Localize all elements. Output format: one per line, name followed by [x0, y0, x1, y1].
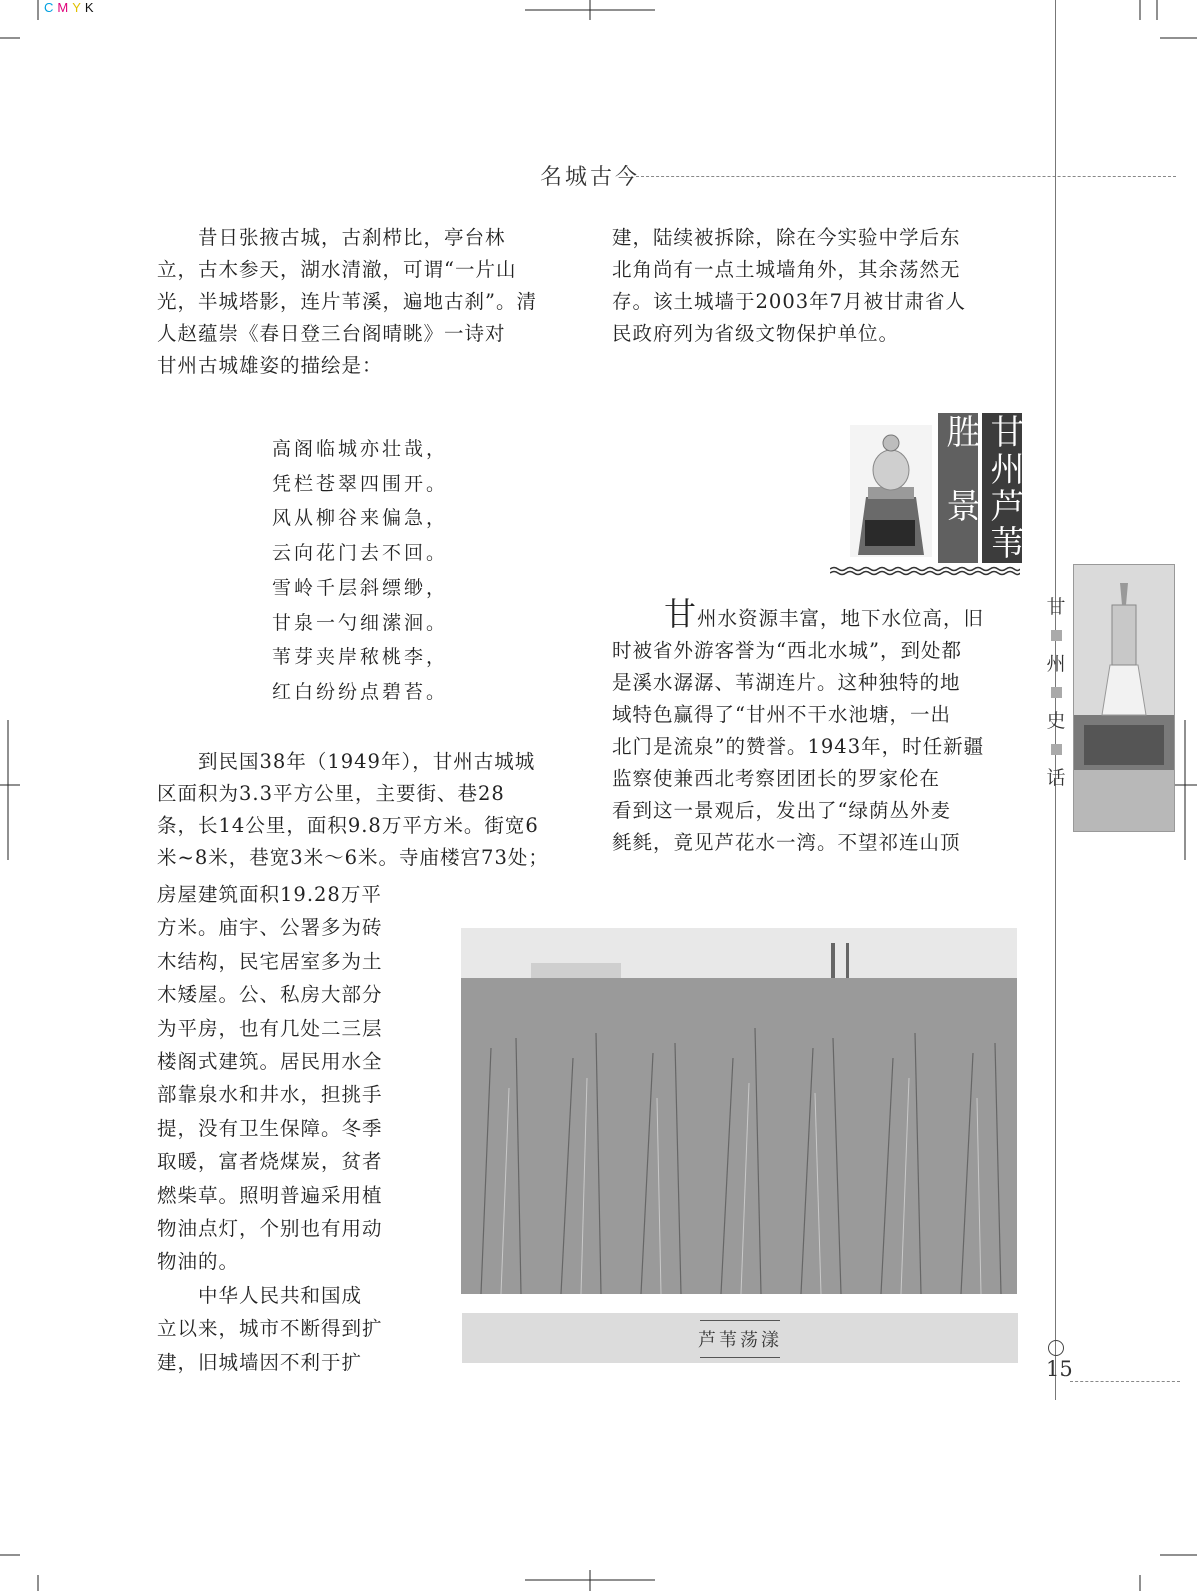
section-badge [938, 413, 1022, 563]
col2-paragraph-1: 建，陆续被拆除，除在今实验中学后东 北角尚有一点土城墙角外，其余荡然无 存。该土城墙于2003年7月被甘肃省人 民政府列为省级文物保护单位。 [612, 226, 967, 345]
cmyk-print-marks: C M Y K [44, 0, 95, 15]
col1-paragraph-2: 到民国38年（1949年），甘州古城城 区面积为3.3平方公里，主要街、巷28 条，长14公里，面积9.8万平方米。街宽6 米~8米，巷宽3米～6米。寺庙楼宫73处； [157, 750, 549, 869]
poem-line: 高阁临城亦壮哉， [272, 438, 449, 460]
col2-paragraph-2: 甘州水资源丰富，地下水位高，旧 时被省外游客誉为“西北水城”，到处都 是溪水潺潺、苇湖连片。这种独特的地 域特色赢得了“甘州不干水池塘，一出 北门是流泉”的赞誉。1943年，时任新疆 监察使兼西北考察团团长的罗家伦在 看到这一景观后，发出了“绿荫丛外麦 毵毵，竟见芦花水一湾。不望祁连山顶 [612, 595, 985, 854]
caption-rule-bottom [700, 1357, 780, 1358]
wave-divider [830, 566, 1020, 576]
square-bullet-icon [1051, 630, 1062, 641]
reed-marsh-photo [461, 928, 1017, 1294]
page-number-circle-icon [1048, 1340, 1064, 1356]
caption-rule-top [700, 1320, 780, 1321]
photo-caption: 芦苇荡漾 [698, 1330, 782, 1351]
square-bullet-icon [1051, 687, 1062, 698]
drop-cap: 甘 [664, 595, 698, 633]
poem [272, 432, 448, 710]
badge-subtitle: 胜景 [940, 414, 980, 562]
badge-title: 甘州芦苇 [984, 414, 1024, 562]
pagoda-photo [1073, 564, 1175, 832]
col1-paragraph-1: 昔日张掖古城，古刹栉比，亭台林 立，古木参天，湖水清澈，可谓“一片山 光，半城塔影，连片苇溪，遍地古刹”。清 人赵蕴崇《春日登三台阁晴眺》一诗对 甘州古城雄姿的描绘是： [157, 226, 537, 377]
page-number: 15 [1046, 1357, 1073, 1381]
poem-line: 雪岭千层斜缥缈， [272, 576, 449, 599]
header-dashed-rule [636, 176, 1176, 177]
footer-dashed-rule [1070, 1381, 1180, 1382]
square-bullet-icon [1051, 744, 1062, 755]
poem-line: 甘泉一勺细潆洄。 [272, 611, 449, 634]
poem-line: 苇芽夹岸秾桃李， [272, 646, 449, 669]
poem-line: 凭栏苍翠四围开。 [272, 472, 449, 495]
series-title-vertical: 甘 州 史 话 [1046, 596, 1066, 789]
poem-line: 红白纷纷点碧苔。 [272, 680, 449, 703]
statue-illustration [850, 425, 932, 557]
poem-line: 云向花门去不回。 [272, 542, 449, 565]
poem-line: 风从柳谷来偏急， [272, 507, 449, 530]
col1-paragraph-3: 房屋建筑面积19.28万平 方米。庙宇、公署多为砖 木结构，民宅居室多为土 木矮屋。公、私房大部分 为平房，也有几处二三层 楼阁式建筑。居民用水全 部靠泉水和井水，担挑手 提，没有卫生保障。冬季 取暖，富者烧煤炭，贫者 燃柴草。照明普遍采用植 物油点灯，个别也有用动 物油的。 中华人民共和国成 立以来，城市不断得到扩 建，旧城墙因不利于扩 [157, 883, 383, 1374]
section-title: 名城古今 [540, 165, 641, 190]
